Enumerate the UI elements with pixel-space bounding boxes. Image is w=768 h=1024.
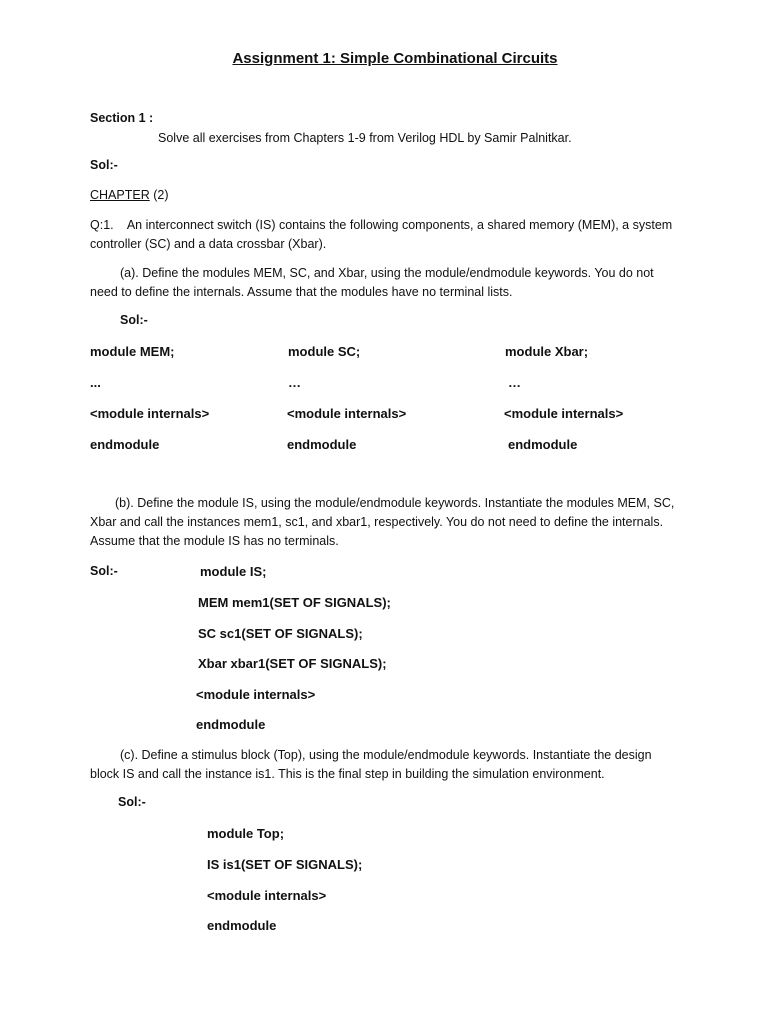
part-c-sol-label: Sol:-	[118, 795, 146, 809]
top-internals: <module internals>	[207, 888, 327, 903]
question-text: An interconnect switch (IS) contains the following components, a shared memory (MEM), a system controller (SC) and a data crossbar (Xbar).	[90, 218, 673, 251]
mem-ellipsis: ...	[90, 375, 101, 390]
is-xbar-instance: Xbar xbar1(SET OF SIGNALS);	[198, 656, 387, 671]
section-instruction: Solve all exercises from Chapters 1-9 from Verilog HDL by Samir Palnitkar.	[158, 131, 572, 145]
top-is-instance: IS is1(SET OF SIGNALS);	[207, 857, 363, 872]
sc-ellipsis: …	[288, 375, 301, 390]
top-endmodule: endmodule	[207, 918, 277, 933]
mem-internals: <module internals>	[90, 406, 210, 421]
part-a-sol-label: Sol:-	[120, 313, 148, 327]
xbar-module-line: module Xbar;	[505, 344, 589, 359]
question-number: Q:1.	[90, 218, 114, 232]
sc-module-line: module SC;	[288, 344, 361, 359]
is-mem-instance: MEM mem1(SET OF SIGNALS);	[198, 595, 391, 610]
part-c-text: (c). Define a stimulus block (Top), using the module/endmodule keywords. Instantiate the design block IS and call the instance is1. This is the final step in building the simulation environment.	[90, 748, 652, 781]
mem-endmodule: endmodule	[90, 437, 160, 452]
is-module-line: module IS;	[200, 564, 267, 579]
is-internals: <module internals>	[196, 687, 316, 702]
mem-module-line: module MEM;	[90, 344, 175, 359]
chapter-label: CHAPTER	[90, 188, 150, 202]
question-1	[90, 216, 680, 254]
part-a-text: (a). Define the modules MEM, SC, and Xbar, using the module/endmodule keywords. You do not need to define the internals. Assume that the modules have no terminal lists.	[90, 266, 654, 299]
page-title: Assignment 1: Simple Combinational Circuits	[232, 50, 558, 67]
sc-endmodule: endmodule	[287, 437, 357, 452]
top-module-line: module Top;	[207, 826, 285, 841]
sc-internals: <module internals>	[287, 406, 407, 421]
section-heading: Section 1 :	[90, 111, 154, 125]
part-b-sol-label: Sol:-	[90, 564, 118, 578]
chapter-heading	[90, 188, 169, 202]
part-b-text: (b). Define the module IS, using the module/endmodule keywords. Instantiate the modules MEM, SC, Xbar and call the instances mem1, sc1, and xbar1, respectively. You do not need to define the internals. Assume that the module IS has no terminals.	[90, 496, 675, 548]
xbar-internals: <module internals>	[504, 406, 624, 421]
xbar-ellipsis: …	[508, 375, 521, 390]
is-endmodule: endmodule	[196, 717, 266, 732]
is-sc-instance: SC sc1(SET OF SIGNALS);	[198, 626, 363, 641]
xbar-endmodule: endmodule	[508, 437, 578, 452]
chapter-number: (2)	[153, 188, 169, 202]
section-sol-label: Sol:-	[90, 158, 118, 172]
